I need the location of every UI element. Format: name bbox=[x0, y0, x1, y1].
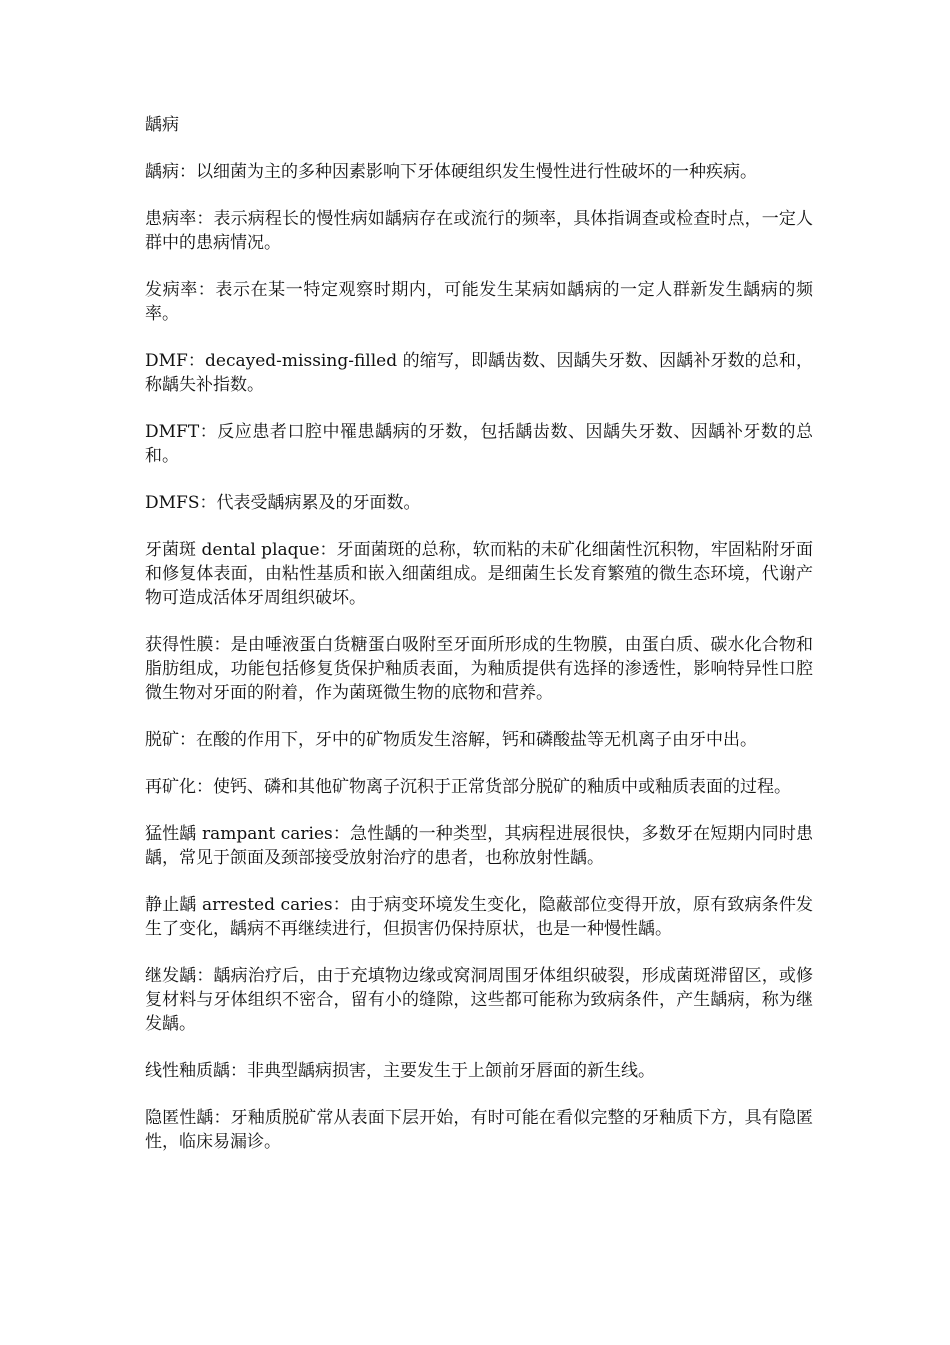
paragraph-secondary-caries: 继发龋：龋病治疗后，由于充填物边缘或窝洞周围牙体组织破裂，形成菌斑滞留区，或修复材料与牙体组织不密合，留有小的缝隙，这些都可能称为致病条件，产生龋病，称为继发龋。 bbox=[145, 966, 813, 1034]
paragraph-prevalence: 患病率：表示病程长的慢性病如龋病存在或流行的频率，具体指调查或检查时点，一定人群中的患病情况。 bbox=[145, 209, 813, 253]
paragraph-hidden-caries: 隐匿性龋：牙釉质脱矿常从表面下层开始，有时可能在看似完整的牙釉质下方，具有隐匿性，临床易漏诊。 bbox=[145, 1108, 813, 1152]
paragraph-remineralization: 再矿化：使钙、磷和其他矿物离子沉积于正常货部分脱矿的釉质中或釉质表面的过程。 bbox=[145, 777, 791, 797]
paragraph-acquired-pellicle: 获得性膜：是由唾液蛋白货糖蛋白吸附至牙面所形成的生物膜，由蛋白质、碳水化合物和脂肪组成，功能包括修复货保护釉质表面，为釉质提供有选择的渗透性，影响特异性口腔微生物对牙面的附着，作为菌斑微生物的底物和营养。 bbox=[145, 635, 813, 703]
paragraph-caries-definition: 龋病：以细菌为主的多种因素影响下牙体硬组织发生慢性进行性破坏的一种疾病。 bbox=[145, 162, 757, 182]
document-title: 龋病 bbox=[145, 115, 179, 135]
paragraph-dmfs: DMFS：代表受龋病累及的牙面数。 bbox=[145, 493, 421, 513]
paragraph-arrested-caries: 静止龋 arrested caries：由于病变环境发生变化，隐蔽部位变得开放，原有致病条件发生了变化，龋病不再继续进行，但损害仍保持原状，也是一种慢性龋。 bbox=[145, 895, 813, 939]
paragraph-dental-plaque: 牙菌斑 dental plaque：牙面菌斑的总称，软而粘的未矿化细菌性沉积物，牢固粘附牙面和修复体表面，由粘性基质和嵌入细菌组成。是细菌生长发育繁殖的微生态环境，代谢产物可造成活体牙周组织破坏。 bbox=[145, 540, 813, 608]
paragraph-linear-enamel-caries: 线性釉质龋：非典型龋病损害，主要发生于上颌前牙唇面的新生线。 bbox=[145, 1061, 655, 1081]
paragraph-incidence: 发病率：表示在某一特定观察时期内，可能发生某病如龋病的一定人群新发生龋病的频率。 bbox=[145, 280, 813, 324]
paragraph-dmf: DMF：decayed-missing-filled 的缩写，即龋齿数、因龋失牙数、因龋补牙数的总和，称龋失补指数。 bbox=[145, 351, 813, 395]
paragraph-demineralization: 脱矿：在酸的作用下，牙中的矿物质发生溶解，钙和磷酸盐等无机离子由牙中出。 bbox=[145, 730, 757, 750]
paragraph-rampant-caries: 猛性龋 rampant caries：急性龋的一种类型，其病程进展很快，多数牙在短期内同时患龋，常见于颌面及颈部接受放射治疗的患者，也称放射性龋。 bbox=[145, 824, 813, 868]
paragraph-dmft: DMFT：反应患者口腔中罹患龋病的牙数，包括龋齿数、因龋失牙数、因龋补牙数的总和。 bbox=[145, 422, 813, 466]
